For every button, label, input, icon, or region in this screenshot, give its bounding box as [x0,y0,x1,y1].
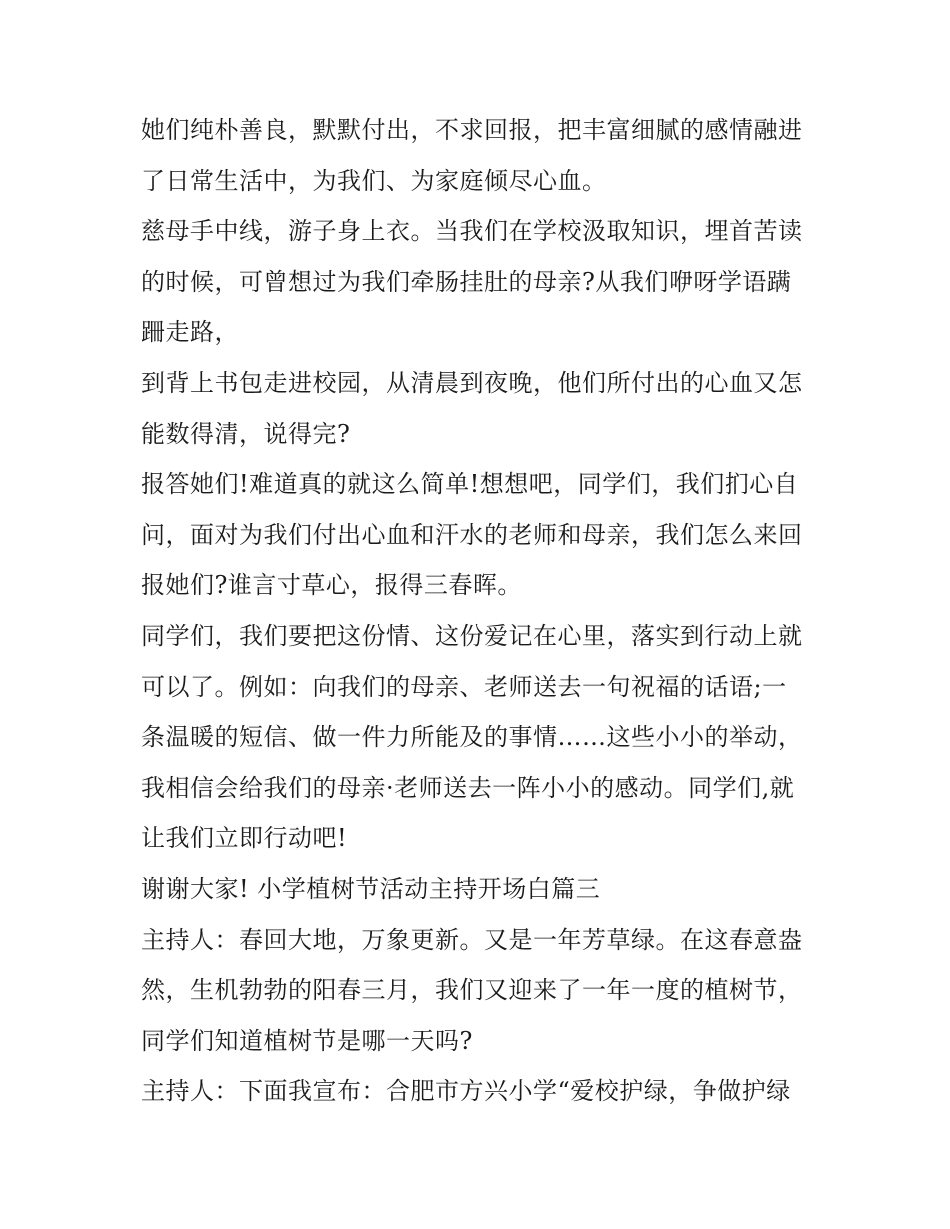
document-body [141,105,821,1117]
text-line: 条温暖的短信、做一件力所能及的事情……这些小小的举动， [141,723,803,752]
text-line: 报答她们!难道真的就这么简单!想想吧，同学们，我们扪心自 [141,470,799,499]
text-line: 能数得清，说得完? [141,419,351,448]
text-line: 跚走路， [141,318,239,347]
text-line: 报她们?谁言寸草心，报得三春晖。 [141,571,522,600]
text-line: 她们纯朴善良，默默付出，不求回报，把丰富细腻的感情融进 [141,116,803,144]
text-line: 的时候，可曾想过为我们牵肠挂肚的母亲?从我们咿呀学语蹒 [141,267,792,296]
text-line: 我相信会给我们的母亲·老师送去一阵小小的感动。同学们,就 [141,773,795,802]
section-heading: 谢谢大家! 小学植树节活动主持开场白篇三 [141,874,601,903]
text-line: 同学们知道植树节是哪一天吗? [141,1026,473,1055]
text-line: 让我们立即行动吧! [141,824,348,853]
text-line: 到背上书包走进校园，从清晨到夜晚，他们所付出的心血又怎 [141,368,803,397]
text-line: 问，面对为我们付出心血和汗水的老师和母亲，我们怎么来回 [141,520,803,549]
text-line: 可以了。例如：向我们的母亲、老师送去一句祝福的话语;一 [141,672,787,701]
text-line: 慈母手中线，游子身上衣。当我们在学校汲取知识，埋首苦读 [141,217,803,246]
text-line: 主持人：下面我宣布：合肥市方兴小学“爱校护绿，争做护绿 [141,1077,791,1106]
text-line: 然，生机勃勃的阳春三月，我们又迎来了一年一度的植树节， [141,976,803,1005]
text-line: 同学们，我们要把这份情、这份爱记在心里，落实到行动上就 [141,621,803,650]
text-line: 了日常生活中，为我们、为家庭倾尽心血。 [141,166,607,195]
text-line: 主持人：春回大地，万象更新。又是一年芳草绿。在这春意盎 [141,925,803,954]
